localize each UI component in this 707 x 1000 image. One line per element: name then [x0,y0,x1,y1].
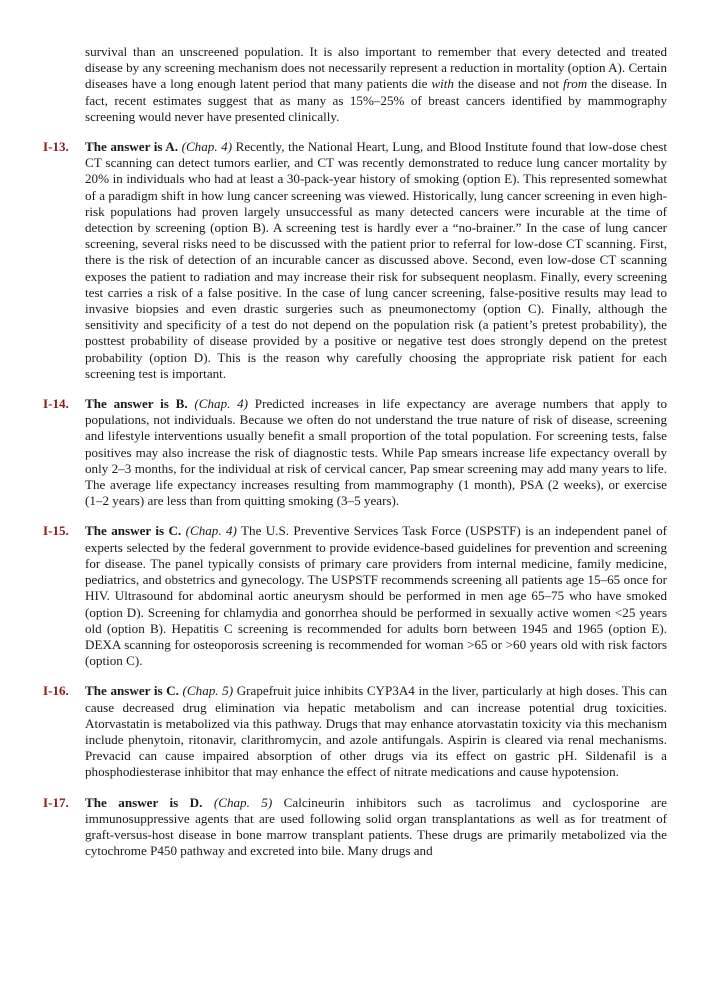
answer-paragraph [85,523,667,669]
answer-text: The U.S. Preventive Services Task Force (USPSTF) is an independent panel of experts selected by the federal government to provide evidence-based guidelines for prevention and screening for disease. The panel typically consists of primary care providers from internal medicine, family medicine, pediatrics, and obstetrics and gynecology. The USPSTF recommends screening all patients age 15–65 once for HIV. Ultrasound for abdominal aortic aneurysm should be performed in men age 65–75 who have smoked (option D). Screening for chlamydia and gonorrhea should be performed in sexually active women <25 years old (option B). Hepatitis C screening is recommended for adults born between 1945 and 1965 (option E). DEXA scanning for osteoporosis screening is recommended for woman >65 or >60 years old with risk factors (option C). [85,523,667,669]
answer-lead: The answer is C. [85,683,179,699]
answer-text: Recently, the National Heart, Lung, and Blood Institute found that low-dose chest CT scanning can detect tumors earlier, and CT was recently demonstrated to reduce lung cancer mortality by 20% in individuals who had at least a 30-pack-year history of smoking (option E). This represented somewhat of a paradigm shift in how lung cancer screening was viewed. Historically, lung cancer screening in even high-risk populations had proven largely unsuccessful as many detected cancers were incurable at the time of detection by screening (option B). A screening test is hardly ever a “no-brainer.” In the case of lung cancer screening, several risks need to be discussed with the patient prior to referral for low-dose CT scanning. First, there is the risk of detection of an incurable cancer as discussed above. Second, even low-dose CT scanning exposes the patient to radiation and may increase their risk for subsequent neoplasm. Finally, every screening test carries a risk of a false positive. In the case of lung cancer screening, false-positive results may lead to invasive biopsies and even drastic surgeries such as pneumonectomy (option C). Finally, although the sensitivity and specificity of a test do not depend on the population risk (a patient’s pretest probability), the posttest probability of disease provided by a positive or negative test does strongly depend on the pretest probability (option D). This is the reason why carefully choosing the appropriate risk patient for each screening test is important. [85,139,667,381]
answer-item-i15 [0,523,667,669]
intro-text-3: the disease. In fact, recent estimates suggest that as many as 15%–25% of breast cancers identified by mammography screening would never have presented clinically. [85,76,668,124]
answer-item-i17 [0,795,667,860]
answer-text: Predicted increases in life expectancy are average numbers that apply to populations, not individuals. Because we often do not understand the true nature of risk of disease, screening and lifestyle interventions usually benefit a small proportion of the total population. For screening tests, false positives may also increase the risk of diagnostic tests. While Pap smears increase life expectancy overall by only 2–3 months, for the individual at risk of cervical cancer, Pap smear screening may add many years to life. The average life expectancy increases resulting from mammography (1 month), PSA (2 weeks), or exercise (1–2 years) are less than from quitting smoking (3–5 years). [85,396,667,509]
chapter-reference: (Chap. 4) [185,523,237,539]
item-number: I-16. [43,683,69,699]
answer-item-i16 [0,683,667,780]
intro-text-2: the disease and not [453,76,563,92]
intro-emphasis-with: with [431,76,454,92]
chapter-reference: (Chap. 5) [213,794,273,810]
answer-paragraph [85,795,667,860]
item-number: I-15. [43,523,69,539]
item-number: I-17. [43,794,69,810]
answer-text: Calcineurin inhibitors such as tacrolimus and cyclosporine are immunosuppressive agents that are used following solid organ transplantations as well as for treatment of graft-versus-host disease in bone marrow transplant patients. These drugs are primarily metabolized via the cytochrome P450 pathway and excreted into bile. Many drugs and [85,794,667,859]
chapter-reference: (Chap. 4) [194,396,249,412]
answer-lead: The answer is A. [85,139,179,155]
answer-lead: The answer is B. [85,396,188,412]
intro-text-1: survival than an unscreened population. It is also important to remember that every detected and treated disease by any screening mechanism does not necessarily represent a reduction in mortality (option A). Certain diseases have a long enough latent period that many patients die [85,44,667,92]
answer-item-i14 [0,396,667,509]
chapter-reference: (Chap. 5) [182,683,234,699]
chapter-reference: (Chap. 4) [181,139,233,155]
item-number: I-14. [43,396,69,412]
answer-lead: The answer is C. [85,523,182,539]
answer-paragraph [85,139,667,382]
answer-paragraph [85,396,667,509]
answer-text: Grapefruit juice inhibits CYP3A4 in the liver, particularly at high doses. This can cause decreased drug elimination via hepatic metabolism and can increase potential drug toxicities. Atorvastatin is metabolized via this pathway. Drugs that may enhance atorvastatin toxicity via this mechanism include phenytoin, ritonavir, clarithromycin, and azole antifungals. Aspirin is cleared via renal mechanisms. Prevacid can cause impaired absorption of other drugs via its effect on gastric pH. Sildenafil is a phosphodiesterase inhibitor that may enhance the effect of nitrate medications and cause hypotension. [85,683,667,780]
intro-emphasis-from: from [563,76,588,92]
intro-paragraph [85,44,667,125]
answer-paragraph [85,683,667,780]
answer-item-i13 [0,139,667,382]
item-number: I-13. [43,139,69,155]
answer-lead: The answer is D. [85,794,203,810]
